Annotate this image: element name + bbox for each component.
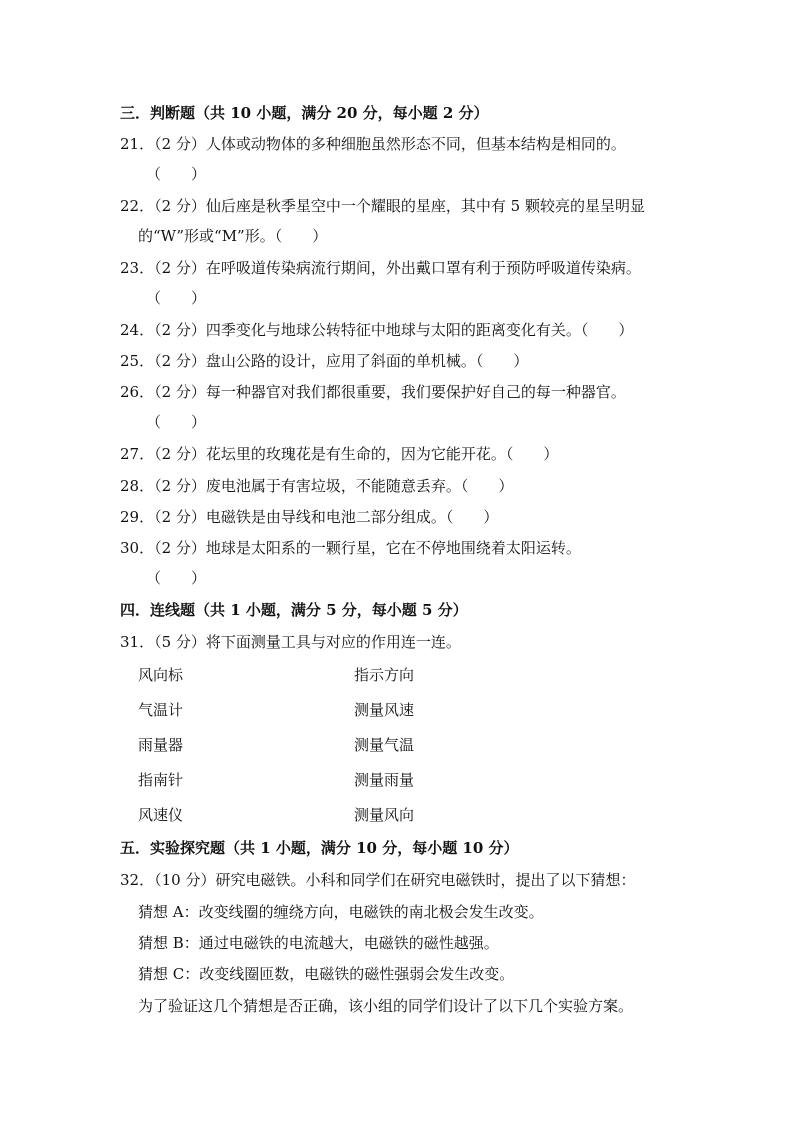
- section-heading-judgment: 三．判断题（共 10 小题，满分 20 分，每小题 2 分）: [120, 104, 489, 122]
- section-heading-matching: 四．连线题（共 1 小题，满分 5 分，每小题 5 分）: [120, 601, 468, 619]
- section-heading-experiment: 五．实验探究题（共 1 小题，满分 10 分，每小题 10 分）: [120, 839, 519, 857]
- matching-left-item: 指南针: [138, 771, 184, 789]
- matching-left-item: 风向标: [138, 666, 184, 684]
- question-22: 22．（2 分）仙后座是秋季星空中一个耀眼的星座，其中有 5 颗较亮的星呈明显: [120, 197, 645, 215]
- matching-right-item: 测量雨量: [354, 771, 415, 789]
- question-23: 23．（2 分）在呼吸道传染病流行期间，外出戴口罩有利于预防呼吸道传染病。: [120, 259, 641, 277]
- matching-left-item: 风速仪: [138, 806, 184, 824]
- guess-c: 猜想 C：改变线圈匝数，电磁铁的磁性强弱会发生改变。: [138, 965, 515, 983]
- matching-right-item: 测量风速: [354, 701, 415, 719]
- matching-right-item: 测量气温: [354, 736, 415, 754]
- question-27: 27．（2 分）花坛里的玫瑰花是有生命的，因为它能开花。（ ）: [120, 445, 559, 463]
- guess-a: 猜想 A：改变线圈的缠绕方向，电磁铁的南北极会发生改变。: [138, 903, 544, 921]
- question-24: 24．（2 分）四季变化与地球公转特征中地球与太阳的距离变化有关。（ ）: [120, 321, 634, 339]
- question-29: 29．（2 分）电磁铁是由导线和电池二部分组成。（ ）: [120, 508, 499, 526]
- question-23-answer-blank: （ ）: [146, 289, 207, 307]
- question-31: 31．（5 分）将下面测量工具与对应的作用连一连。: [120, 633, 461, 651]
- matching-left-item: 气温计: [138, 701, 184, 719]
- question-25: 25．（2 分）盘山公路的设计，应用了斜面的单机械。（ ）: [120, 352, 529, 370]
- question-32: 32．（10 分）研究电磁铁。小科和同学们在研究电磁铁时，提出了以下猜想：: [120, 871, 636, 889]
- question-26: 26．（2 分）每一种器官对我们都很重要，我们要保护好自己的每一种器官。: [120, 383, 626, 401]
- question-30: 30．（2 分）地球是太阳系的一颗行星，它在不停地围绕着太阳运转。: [120, 539, 581, 557]
- question-28: 28．（2 分）废电池属于有害垃圾，不能随意丢弃。（ ）: [120, 477, 514, 495]
- question-21-answer-blank: （ ）: [146, 165, 207, 183]
- guess-b: 猜想 B：通过电磁铁的电流越大，电磁铁的磁性越强。: [138, 934, 499, 952]
- matching-left-item: 雨量器: [138, 736, 184, 754]
- question-22-continued: 的“W”形或“M”形。（ ）: [138, 227, 328, 245]
- question-26-answer-blank: （ ）: [146, 413, 207, 431]
- question-30-answer-blank: （ ）: [146, 569, 207, 587]
- matching-right-item: 测量风向: [354, 806, 415, 824]
- matching-right-item: 指示方向: [354, 666, 415, 684]
- experiment-plan-intro: 为了验证这几个猜想是否正确，该小组的同学们设计了以下几个实验方案。: [138, 997, 634, 1015]
- question-21: 21．（2 分）人体或动物体的多种细胞虽然形态不同，但基本结构是相同的。: [120, 135, 626, 153]
